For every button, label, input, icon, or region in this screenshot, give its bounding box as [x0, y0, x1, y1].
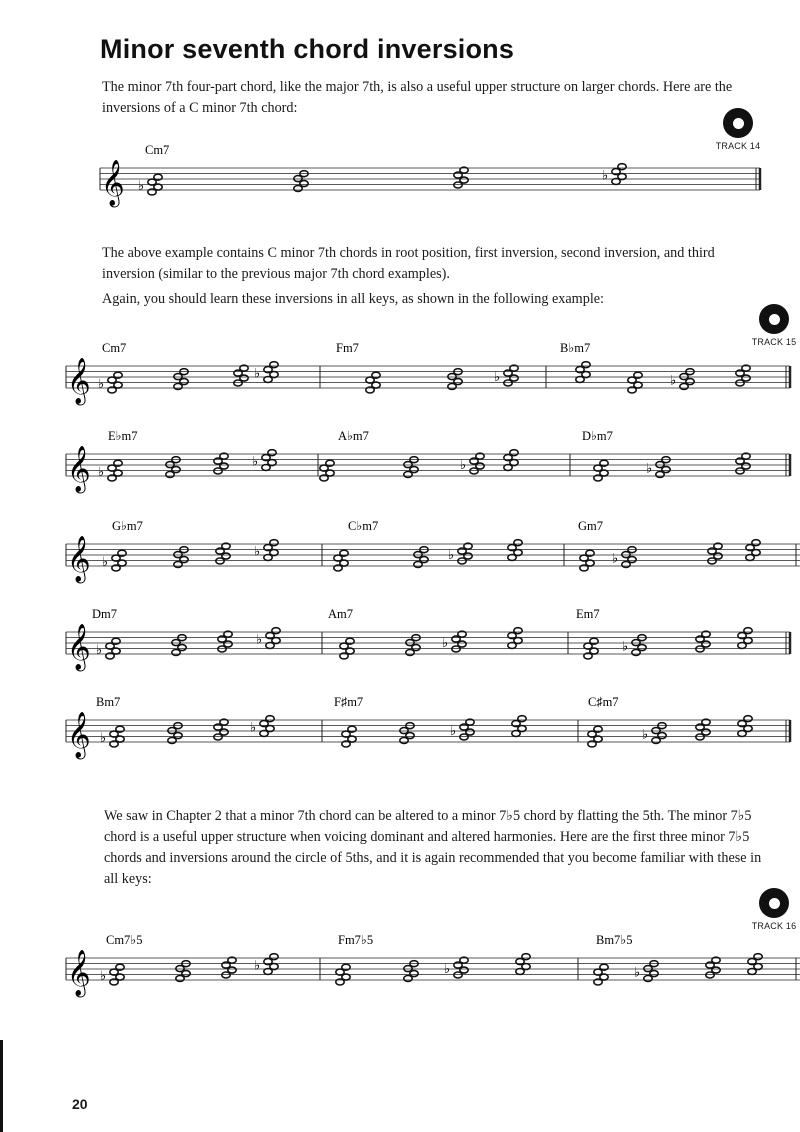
staff-system-3 — [0, 426, 800, 506]
chord-symbol: A♭m7 — [338, 429, 369, 443]
flat-accidental: ♭ — [254, 958, 261, 974]
chord-notehead — [582, 362, 590, 368]
chord-symbol: Fm7♭5 — [338, 933, 374, 947]
treble-clef: 𝄞 — [67, 624, 91, 670]
flat-accidental: ♭ — [612, 551, 619, 567]
chord-symbol: F♯m7 — [334, 695, 364, 709]
chord-notehead — [514, 540, 522, 546]
track-label: TRACK 15 — [751, 337, 797, 347]
chord-notehead — [618, 164, 626, 170]
flat-accidental: ♭ — [250, 720, 257, 736]
audio-cd-icon — [759, 304, 789, 334]
above-paragraph: The above example contains C minor 7th chords in root position, first inversion, second inversion, and third inversion (similar to the previous major 7th chord examples). — [102, 245, 715, 282]
chord-notehead — [270, 954, 278, 960]
flat-accidental: ♭ — [254, 544, 261, 560]
chord-symbol: G♭m7 — [112, 519, 143, 533]
chord-notehead — [272, 628, 280, 634]
staff-system-1 — [0, 140, 800, 220]
chord-symbol: E♭m7 — [108, 429, 138, 443]
flat-accidental: ♭ — [494, 370, 501, 385]
page-edge-mark — [0, 1040, 3, 1132]
flat-accidental: ♭ — [96, 643, 103, 658]
flat-accidental: ♭ — [622, 639, 629, 655]
flat-accidental: ♭ — [448, 548, 455, 563]
track-label: TRACK 14 — [715, 141, 761, 151]
flat-accidental: ♭ — [460, 458, 467, 473]
chord-notehead — [266, 716, 274, 722]
chord-symbol: Cm7 — [102, 341, 127, 355]
flat-accidental: ♭ — [442, 636, 449, 651]
chord-notehead — [510, 450, 518, 456]
chord-notehead — [518, 716, 526, 722]
flat-accidental: ♭ — [602, 168, 609, 184]
chord-symbol: Em7 — [576, 607, 600, 621]
treble-clef: 𝄞 — [67, 712, 91, 758]
chord-notehead — [754, 954, 762, 960]
audio-cd-icon — [759, 888, 789, 918]
flat-accidental: ♭ — [98, 377, 105, 392]
chord-notehead — [270, 540, 278, 546]
chord-symbol: Cm7 — [145, 143, 170, 157]
flat-accidental: ♭ — [450, 724, 457, 739]
flat-accidental: ♭ — [670, 373, 677, 389]
treble-clef: 𝄞 — [67, 950, 91, 996]
flat-accidental: ♭ — [102, 555, 109, 570]
chord-symbol: C♯m7 — [588, 695, 619, 709]
m7b5-paragraph: We saw in Chapter 2 that a minor 7th chord can be altered to a minor 7♭5 chord by flatting the 5th. The minor 7♭5 chord is a useful upper structure when voicing dominant and altered harmonies. Here are the first three minor 7♭5 chords and inversions around the circle of 5ths, and it is again recommended that you become familiar with these in all keys: — [104, 808, 762, 887]
chord-symbol: Bm7♭5 — [596, 933, 633, 947]
chord-notehead — [514, 628, 522, 634]
chord-notehead — [752, 540, 760, 546]
flat-accidental: ♭ — [138, 179, 145, 194]
audio-cd-icon — [723, 108, 753, 138]
flat-accidental: ♭ — [100, 969, 107, 984]
staff-system-6 — [0, 692, 800, 772]
track-label: TRACK 16 — [751, 921, 797, 931]
flat-accidental: ♭ — [252, 454, 259, 470]
chord-symbol: Cm7♭5 — [106, 933, 143, 947]
chord-symbol: Gm7 — [578, 519, 603, 533]
treble-clef: 𝄞 — [67, 536, 91, 582]
staff-system-7 — [0, 930, 800, 1010]
flat-accidental: ♭ — [256, 632, 263, 648]
chord-symbol: Am7 — [328, 607, 353, 621]
flat-accidental: ♭ — [642, 727, 649, 743]
treble-clef: 𝄞 — [67, 358, 91, 404]
treble-clef: 𝄞 — [101, 160, 125, 206]
track-16-badge[interactable] — [744, 888, 800, 931]
page-number: 20 — [72, 1096, 88, 1112]
again-paragraph: Again, you should learn these inversions in all keys, as shown in the following example: — [102, 291, 604, 307]
chord-notehead — [270, 362, 278, 368]
flat-accidental: ♭ — [100, 731, 107, 746]
chord-notehead — [744, 628, 752, 634]
chord-symbol: Dm7 — [92, 607, 117, 621]
flat-accidental: ♭ — [634, 965, 641, 981]
flat-accidental: ♭ — [444, 962, 451, 977]
chord-symbol: Fm7 — [336, 341, 359, 355]
chord-symbol: Bm7 — [96, 695, 121, 709]
intro-paragraph: The minor 7th four-part chord, like the major 7th, is also a useful upper structure on larger chords. Here are the inversions of a C minor 7th chord: — [102, 79, 733, 116]
treble-clef: 𝄞 — [67, 446, 91, 492]
chord-notehead — [744, 716, 752, 722]
chord-symbol: D♭m7 — [582, 429, 613, 443]
chord-symbol: C♭m7 — [348, 519, 379, 533]
page-title: Minor seventh chord inversions — [100, 34, 515, 64]
staff-system-2 — [0, 338, 800, 418]
flat-accidental: ♭ — [646, 461, 653, 477]
flat-accidental: ♭ — [254, 366, 261, 382]
staff-system-4 — [0, 516, 800, 596]
chord-symbol: B♭m7 — [560, 341, 591, 355]
chord-notehead — [522, 954, 530, 960]
flat-accidental: ♭ — [98, 465, 105, 480]
chord-notehead — [268, 450, 276, 456]
staff-system-5 — [0, 604, 800, 684]
